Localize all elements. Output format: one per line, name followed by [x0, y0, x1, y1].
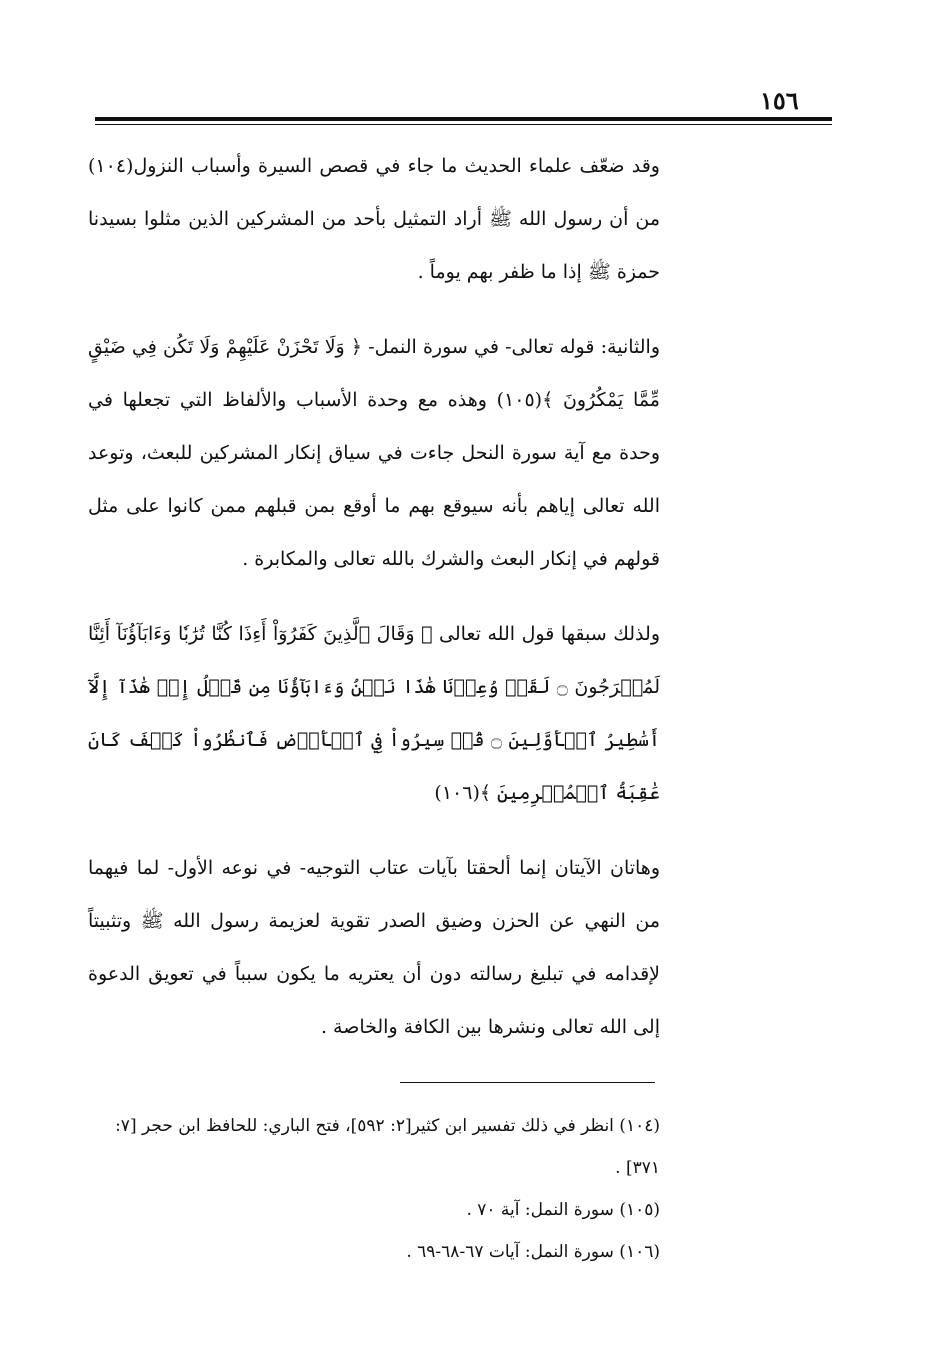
footnote-104: (١٠٤) انظر في ذلك تفسير ابن كثير[٢: ٥٩٢]، فتح الباري: للحافظ ابن حجر [٧: ٣٧١] . — [115, 1116, 660, 1178]
header-rule-thick — [95, 117, 832, 121]
page-number: ١٥٦ — [760, 86, 799, 115]
footnotes — [88, 1105, 660, 1273]
footnote-separator — [400, 1082, 655, 1083]
paragraph-2: والثانية: قوله تعالى- في سورة النمل- ﴿ وَلَا تَحْزَنْ عَلَيْهِمْ وَلَا تَكُن فِي ضَيْقٍ مِّمَّا يَمْكُرُونَ ﴾(١٠٥) وهذه مع وحدة الأسباب والألفاظ التي تجعلها في وحدة مع آية سورة النحل جاءت في سياق إنكار المشركين للبعث، وتوعد الله تعالى إياهم بأنه سيوقع بهم ما أوقع بمن قبلهم ممن كانوا على مثل قولهم في إنكار البعث والشرك بالله تعالى والمكابرة . — [88, 336, 660, 570]
paragraph-1: وقد ضعّف علماء الحديث ما جاء في قصص السيرة وأسباب النزول(١٠٤) من أن رسول الله ﷺ أراد التمثيل بأحد من المشركين الذين مثلوا بسيدنا حمزة ﷺ إذا ما ظفر بهم يوماً . — [88, 155, 660, 283]
header-rule-thin — [95, 124, 832, 125]
body-text — [88, 140, 660, 1076]
paragraph-3: ولذلك سبقها قول الله تعالى ﴿ وَقَالَ ٱلَّذِينَ كَفَرُوٓاْ أَءِذَا كُنَّا تُرَٰبٗا وَءَابَآؤُنَآ أَئِنَّا لَمُخۡرَجُونَ ۝ لَقَدۡ وُعِدۡنَا هَٰذَا نَحۡنُ وَءَابَآؤُنَا مِن قَبۡلُ إِنۡ هَٰذَآ إِلَّآ أَسَٰطِيرُ ٱلۡأَوَّلِينَ ۝ قُلۡ سِيرُواْ فِي ٱلۡأَرۡضِ فَٱنظُرُواْ كَيۡفَ كَانَ عَٰقِبَةُ ٱلۡمُجۡرِمِينَ ﴾(١٠٦) — [88, 623, 661, 804]
paragraph-4: وهاتان الآيتان إنما ألحقتا بآيات عتاب التوجيه- في نوعه الأول- لما فيهما من النهي عن الحزن وضيق الصدر تقوية لعزيمة رسول الله ﷺ وتثبيتاً لإقدامه في تبليغ رسالته دون أن يعتريه ما يكون سبباً في تعويق الدعوة إلى الله تعالى ونشرها بين الكافة والخاصة . — [88, 857, 660, 1038]
footnote-105: (١٠٥) سورة النمل: آية ٧٠ . — [466, 1200, 660, 1220]
footnote-106: (١٠٦) سورة النمل: آيات ٦٧-٦٨-٦٩ . — [406, 1242, 660, 1262]
